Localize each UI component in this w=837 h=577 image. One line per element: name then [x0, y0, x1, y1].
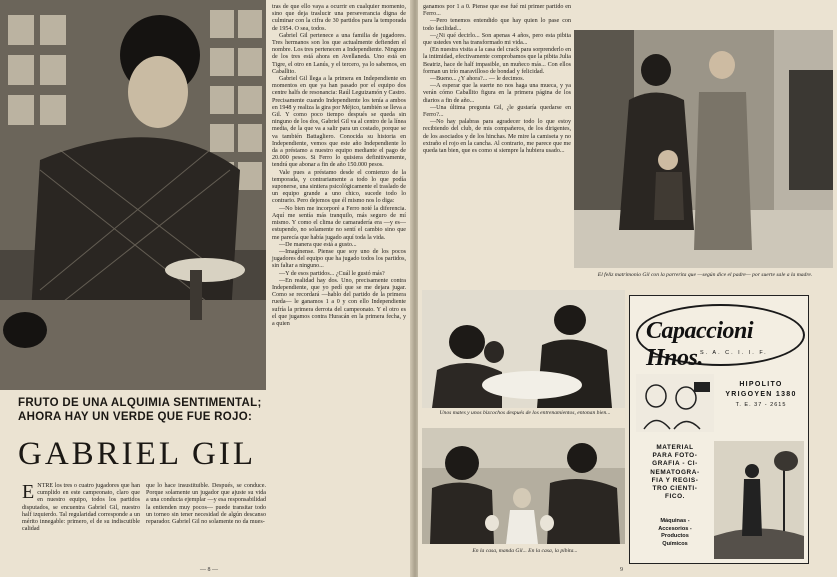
paragraph: —Bueno... ¿Y ahora?... — le decimos.: [430, 76, 525, 83]
paragraph: —Y de esos partidos... ¿Cuál le gustó más?: [279, 270, 385, 277]
ad-line: NEMATOGRA-: [650, 468, 700, 476]
text-column-c: [272, 4, 406, 564]
camera-people-illustration-icon: [636, 374, 714, 432]
article-title: GABRIEL GIL: [18, 436, 256, 472]
ad-material-text: [642, 444, 708, 501]
photo-family-couch-image: [422, 428, 625, 544]
photo-player-workshop-image: [0, 0, 266, 390]
text-column-a: [22, 483, 140, 533]
paragraph: —A esperar que la suerte no nos haga una mueca, y ya verán cómo Caballito figura en la primera página de los diarios a fin de año...: [423, 83, 571, 104]
ad-line: PARA FOTO-: [652, 452, 698, 460]
ad-line: MATERIAL: [656, 444, 694, 451]
paragraph: Gabriel Gil pertenece a una familia de jugadores. Tres hermanos son los que actualmente defienden el nombre. Los tres pertenecen a Independiente. Ninguno de los tres está ahora en Avellaneda. Uno está en Tigre, el otro en Lanús, y el tercero, ya lo sabemos, en Caballito.: [272, 32, 406, 75]
brand-logo: [636, 304, 805, 371]
dropcap: E: [22, 481, 35, 503]
advertisement-capaccioni: [629, 295, 809, 564]
photo-family-table-image: [422, 290, 625, 408]
photo-player-workshop: [0, 0, 266, 390]
photo-couple-walking: [574, 30, 833, 268]
ad-address: [716, 380, 806, 410]
paragraph: Vale pues a préstamo desde el comienzo de la temporada, y contrariamente a todo lo que podía suponerse, una sintiera psicológicamente el traslado de un equipo grande a uno chico, sucede todo lo contrario. Pero dejemos que él mismo nos lo diga:: [272, 169, 406, 205]
page-number: — 8 —: [200, 567, 218, 573]
article-kicker: FRUTO DE UNA ALQUIMIA SENTIMENTAL; AHORA HAY UN VERDE QUE FUE ROJO:: [18, 397, 262, 423]
paragraph: que lo hace insustituible. Después, se conduce. Porque solamente un jugador que ajuste su vida a una conducta ejemplar —y esa responsabilidad la entienden muy pocos— puede transitar todo un torneo sin tener necesidad de algún descanso reparador. Gabriel Gil no solamente no da mues-: [146, 483, 266, 526]
ad-street: HIPOLITO: [739, 381, 783, 388]
caption-middle: Unos mates y unos bizcochos después de los entrenamientos, entonan bien...: [439, 410, 611, 416]
paragraph: —Una última pregunta Gil, ¿le gustaría quedarse en Ferro?...: [423, 104, 571, 119]
brand-name: Capaccioni Hnos.: [646, 318, 753, 371]
photo-family-couch: [422, 428, 625, 544]
ad-line: Accesorios -: [658, 525, 692, 532]
photo-couple-walking-image: [574, 30, 833, 268]
paragraph: —¿Ni qué decirlo... Son apenas 4 años, pero esta pibita que ustedes ven ha transformado mi vida...: [423, 32, 571, 47]
caption-top: El feliz matrimonio Gil con la parrerita que —según dice el padre— por suerte sale a la madre.: [597, 272, 813, 278]
paragraph: —De manera que está a gusto...: [279, 241, 357, 248]
paragraph: —Imagínense. Piense que soy uno de los pocos jugadores del equipo que ha jugado todos los partidos, sin faltar a ninguno...: [272, 248, 406, 270]
caption-bottom: En la casa, manda Gil... En la casa, la pibita...: [472, 548, 578, 554]
ad-line: FIA Y REGIS-: [651, 476, 699, 484]
ad-line: GRAFIA - CI-: [652, 460, 698, 468]
paragraph: —No bien me incorporé a Ferro noté la diferencia. Aquí me sentía más tranquilo, más seguro de mí mismo. Y como el clima de camaradería era —y es— estupendo, no solamente no sentí el cambio sino que me parecía que había jugado aquí toda la vida.: [272, 205, 406, 241]
ad-line: FICO.: [664, 493, 686, 501]
ad-line: Químicos: [662, 540, 688, 547]
ad-street-number: YRIGOYEN 1380: [725, 391, 797, 398]
paragraph: —En realidad hay dos. Uno, precisamente contra Independiente, que yo pedí que se me dejara jugar. Como se recordará —hablo del partido de la primera rueda— le ganamos 1 a 0 y con ello Independiente sufría la primera derrota del campeonato. Y el otro es el que jugamos contra Huracán en la primera fecha, y a quien: [272, 277, 406, 327]
photographer-landscape-illustration-icon: [714, 441, 804, 559]
paragraph: Gabriel Gil llega a la primera en Independiente en momentos en que ya han pasado por el equipo dos centre halfs de resonancia: Raúl Leguizamón y Castro. Precisamente cuando Independiente los tenía a ambos en 1948 y realiza la gira por Méjico, también se lleva a Gil. Y como poco tiempo después se queda sin ninguno de los dos, Gabriel Gil va al centro de la línea media, de la que va a salir para un costado, porque se va también Battagliero. Conocida su historia en Independiente, vemos que este año Independiente lo da a préstamo a nuestro equipo mediante el pago de 20.000 pesos. Si Ferro lo quisiera definitivamente, tendrá que abonar a fin de año 150.000 pesos.: [272, 76, 407, 169]
paragraph: —Pero tenemos entendido que hay quien lo pase con todo facilidad...: [423, 18, 571, 32]
ad-products-text: [642, 518, 708, 548]
paragraph: —No hay palabras para agradecer todo lo que estoy recibiendo del club, de mis compañeros, de los dirigentes, de los asociados y de los hinchas. Me mire la camiseta y no extraño el rojo en la cancha. Al contrario, me parece que me queda tan bien, que es como si siempre la hubiera usado...: [423, 119, 571, 155]
paragraph: tras de que ello vaya a ocurrir en cualquier momento, sino que deja traslucir una perseverancia digna de culminar con la cifra de 30 partidos para la temporada de 1954. O sea, todos.: [272, 4, 406, 32]
ad-line: TRO CIENTI-: [652, 485, 698, 493]
photo-family-table: [422, 290, 625, 408]
paragraph: ganamos por 1 a 0. Piense que ese fué mi primer partido en Ferro...: [423, 4, 571, 18]
paragraph: NTRE los tres o cuatro jugadores que han cumplido en este campeonato, claro que en nuestro equipo, todos los partidos disputados, se encuentra Gabriel Gil, nuestro half izquierdo. Tal regularidad corresponde a un mérito innegable: primero, el de su indiscutible calidad: [22, 483, 140, 533]
left-page: [0, 0, 412, 577]
ad-line: Productos: [661, 533, 689, 540]
brand-legal-form: S. A. C. I. I. F.: [700, 350, 768, 356]
ad-phone: T. E. 37 - 2615: [735, 402, 787, 408]
ad-line: Máquinas -: [660, 518, 690, 524]
paragraph: (En nuestra visita a la casa del crack para sorprenderlo en la intimidad, efectivamente comprobamos que la pibita Julia Beatriz, hace de half impasible, un muñeco más... Con ellos forman un trío maravilloso de bondad y felicidad.: [423, 47, 571, 75]
page-number-right: 9: [620, 567, 623, 573]
text-column-b: [146, 483, 266, 526]
text-column-d: [423, 4, 571, 274]
